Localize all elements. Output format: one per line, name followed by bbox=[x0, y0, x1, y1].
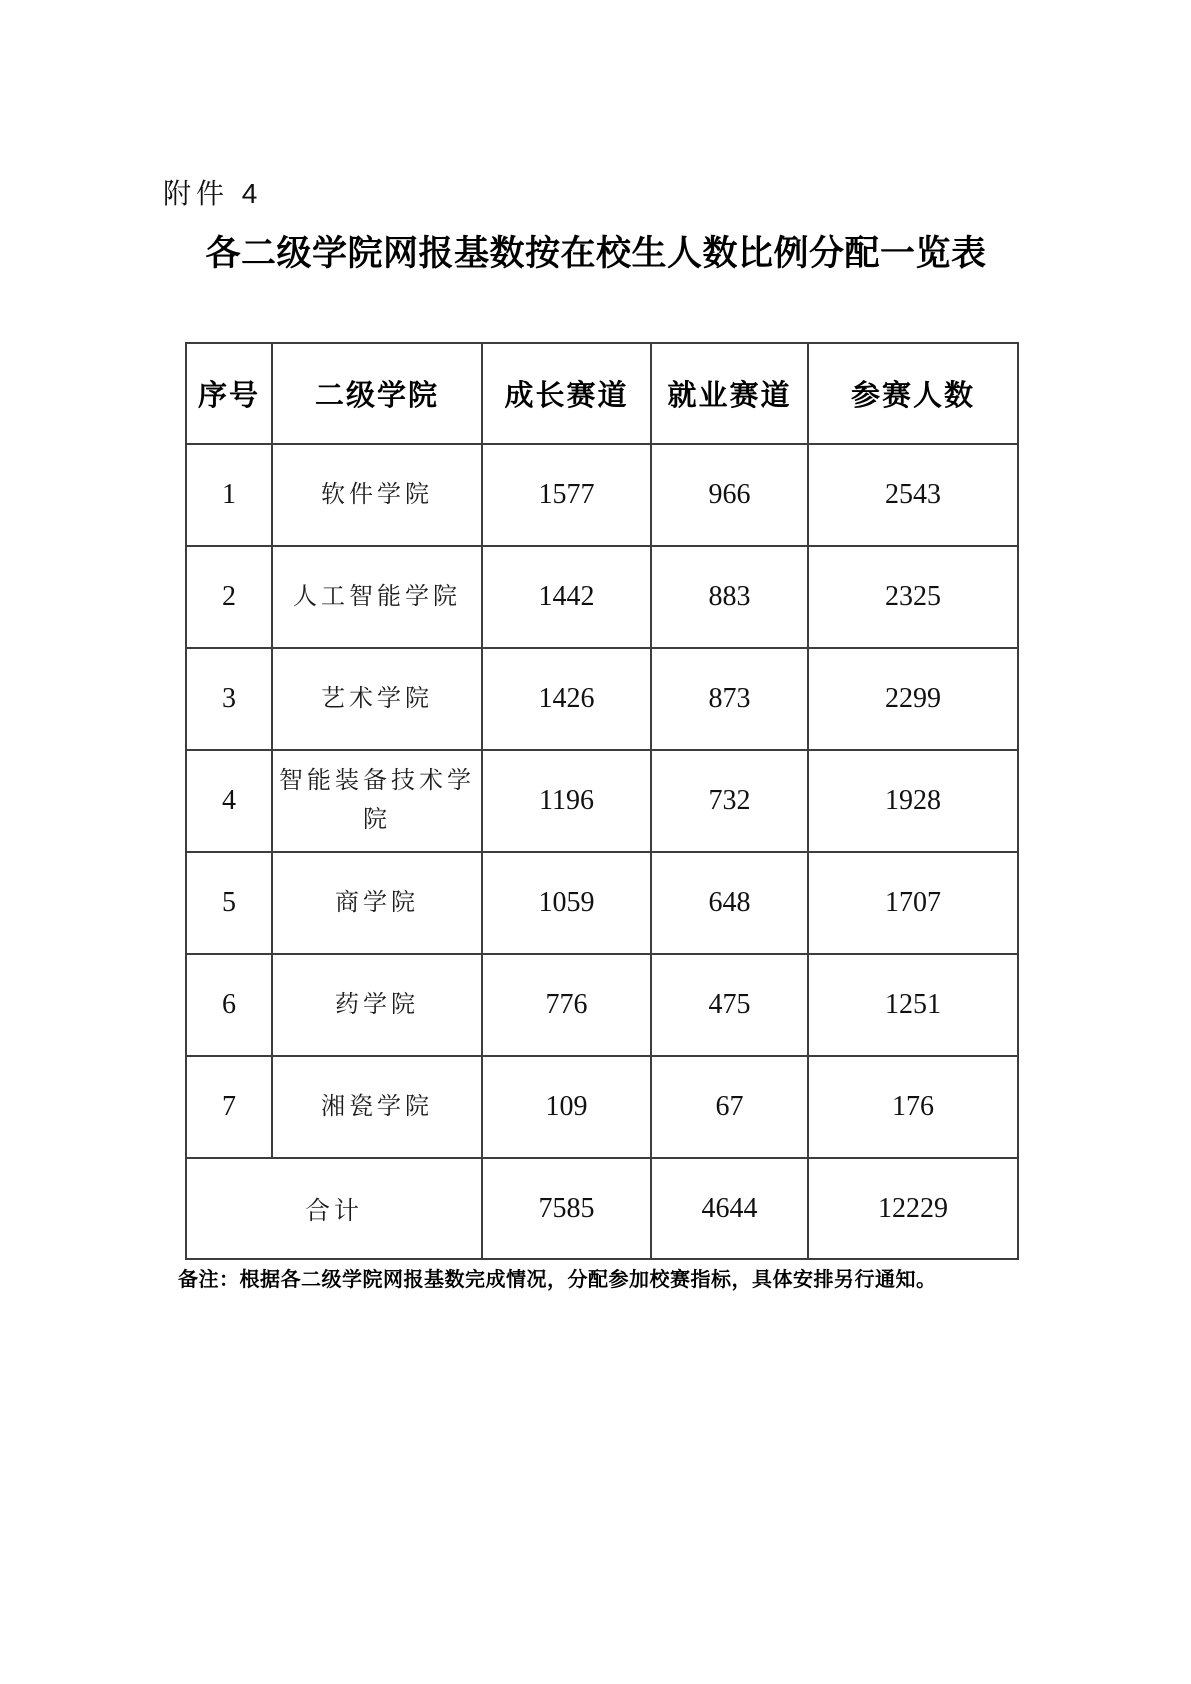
page-title: 各二级学院网报基数按在校生人数比例分配一览表 bbox=[205, 234, 987, 273]
row-employment: 475 bbox=[651, 954, 808, 1056]
row-college: 药学院 bbox=[272, 954, 482, 1056]
footnote: 备注：根据各二级学院网报基数完成情况，分配参加校赛指标，具体安排另行通知。 bbox=[178, 1269, 937, 1291]
summary-participants: 12229 bbox=[808, 1158, 1018, 1259]
row-serial: 5 bbox=[186, 852, 272, 954]
row-growth: 1196 bbox=[482, 750, 651, 852]
header-growth-track: 成长赛道 bbox=[482, 343, 651, 444]
row-participants: 1928 bbox=[808, 750, 1018, 852]
row-college: 商学院 bbox=[272, 852, 482, 954]
row-college: 软件学院 bbox=[272, 444, 482, 546]
row-employment: 883 bbox=[651, 546, 808, 648]
row-serial: 3 bbox=[186, 648, 272, 750]
table-row bbox=[186, 1056, 1018, 1158]
table-header-row bbox=[186, 343, 1018, 444]
table-summary-row bbox=[186, 1158, 1018, 1259]
row-serial: 4 bbox=[186, 750, 272, 852]
table-row bbox=[186, 750, 1018, 852]
row-college: 艺术学院 bbox=[272, 648, 482, 750]
row-participants: 2299 bbox=[808, 648, 1018, 750]
header-employment-track: 就业赛道 bbox=[651, 343, 808, 444]
row-participants: 2543 bbox=[808, 444, 1018, 546]
row-employment: 67 bbox=[651, 1056, 808, 1158]
allocation-table bbox=[185, 342, 1019, 1260]
summary-growth: 7585 bbox=[482, 1158, 651, 1259]
header-participants: 参赛人数 bbox=[808, 343, 1018, 444]
attachment-label: 附件 4 bbox=[163, 178, 263, 209]
row-growth: 776 bbox=[482, 954, 651, 1056]
row-growth: 1059 bbox=[482, 852, 651, 954]
table-row bbox=[186, 444, 1018, 546]
row-employment: 966 bbox=[651, 444, 808, 546]
row-serial: 7 bbox=[186, 1056, 272, 1158]
row-participants: 2325 bbox=[808, 546, 1018, 648]
header-college: 二级学院 bbox=[272, 343, 482, 444]
row-serial: 2 bbox=[186, 546, 272, 648]
row-serial: 6 bbox=[186, 954, 272, 1056]
row-participants: 1707 bbox=[808, 852, 1018, 954]
row-college: 湘瓷学院 bbox=[272, 1056, 482, 1158]
row-college: 智能装备技术学院 bbox=[272, 750, 482, 852]
row-participants: 176 bbox=[808, 1056, 1018, 1158]
header-serial: 序号 bbox=[186, 343, 272, 444]
row-growth: 1577 bbox=[482, 444, 651, 546]
table-row bbox=[186, 954, 1018, 1056]
row-employment: 732 bbox=[651, 750, 808, 852]
table-row bbox=[186, 852, 1018, 954]
row-employment: 873 bbox=[651, 648, 808, 750]
summary-employment: 4644 bbox=[651, 1158, 808, 1259]
row-college: 人工智能学院 bbox=[272, 546, 482, 648]
row-growth: 109 bbox=[482, 1056, 651, 1158]
table-row bbox=[186, 546, 1018, 648]
table-row bbox=[186, 648, 1018, 750]
row-growth: 1442 bbox=[482, 546, 651, 648]
row-participants: 1251 bbox=[808, 954, 1018, 1056]
row-growth: 1426 bbox=[482, 648, 651, 750]
row-employment: 648 bbox=[651, 852, 808, 954]
row-serial: 1 bbox=[186, 444, 272, 546]
summary-label: 合计 bbox=[186, 1158, 482, 1259]
